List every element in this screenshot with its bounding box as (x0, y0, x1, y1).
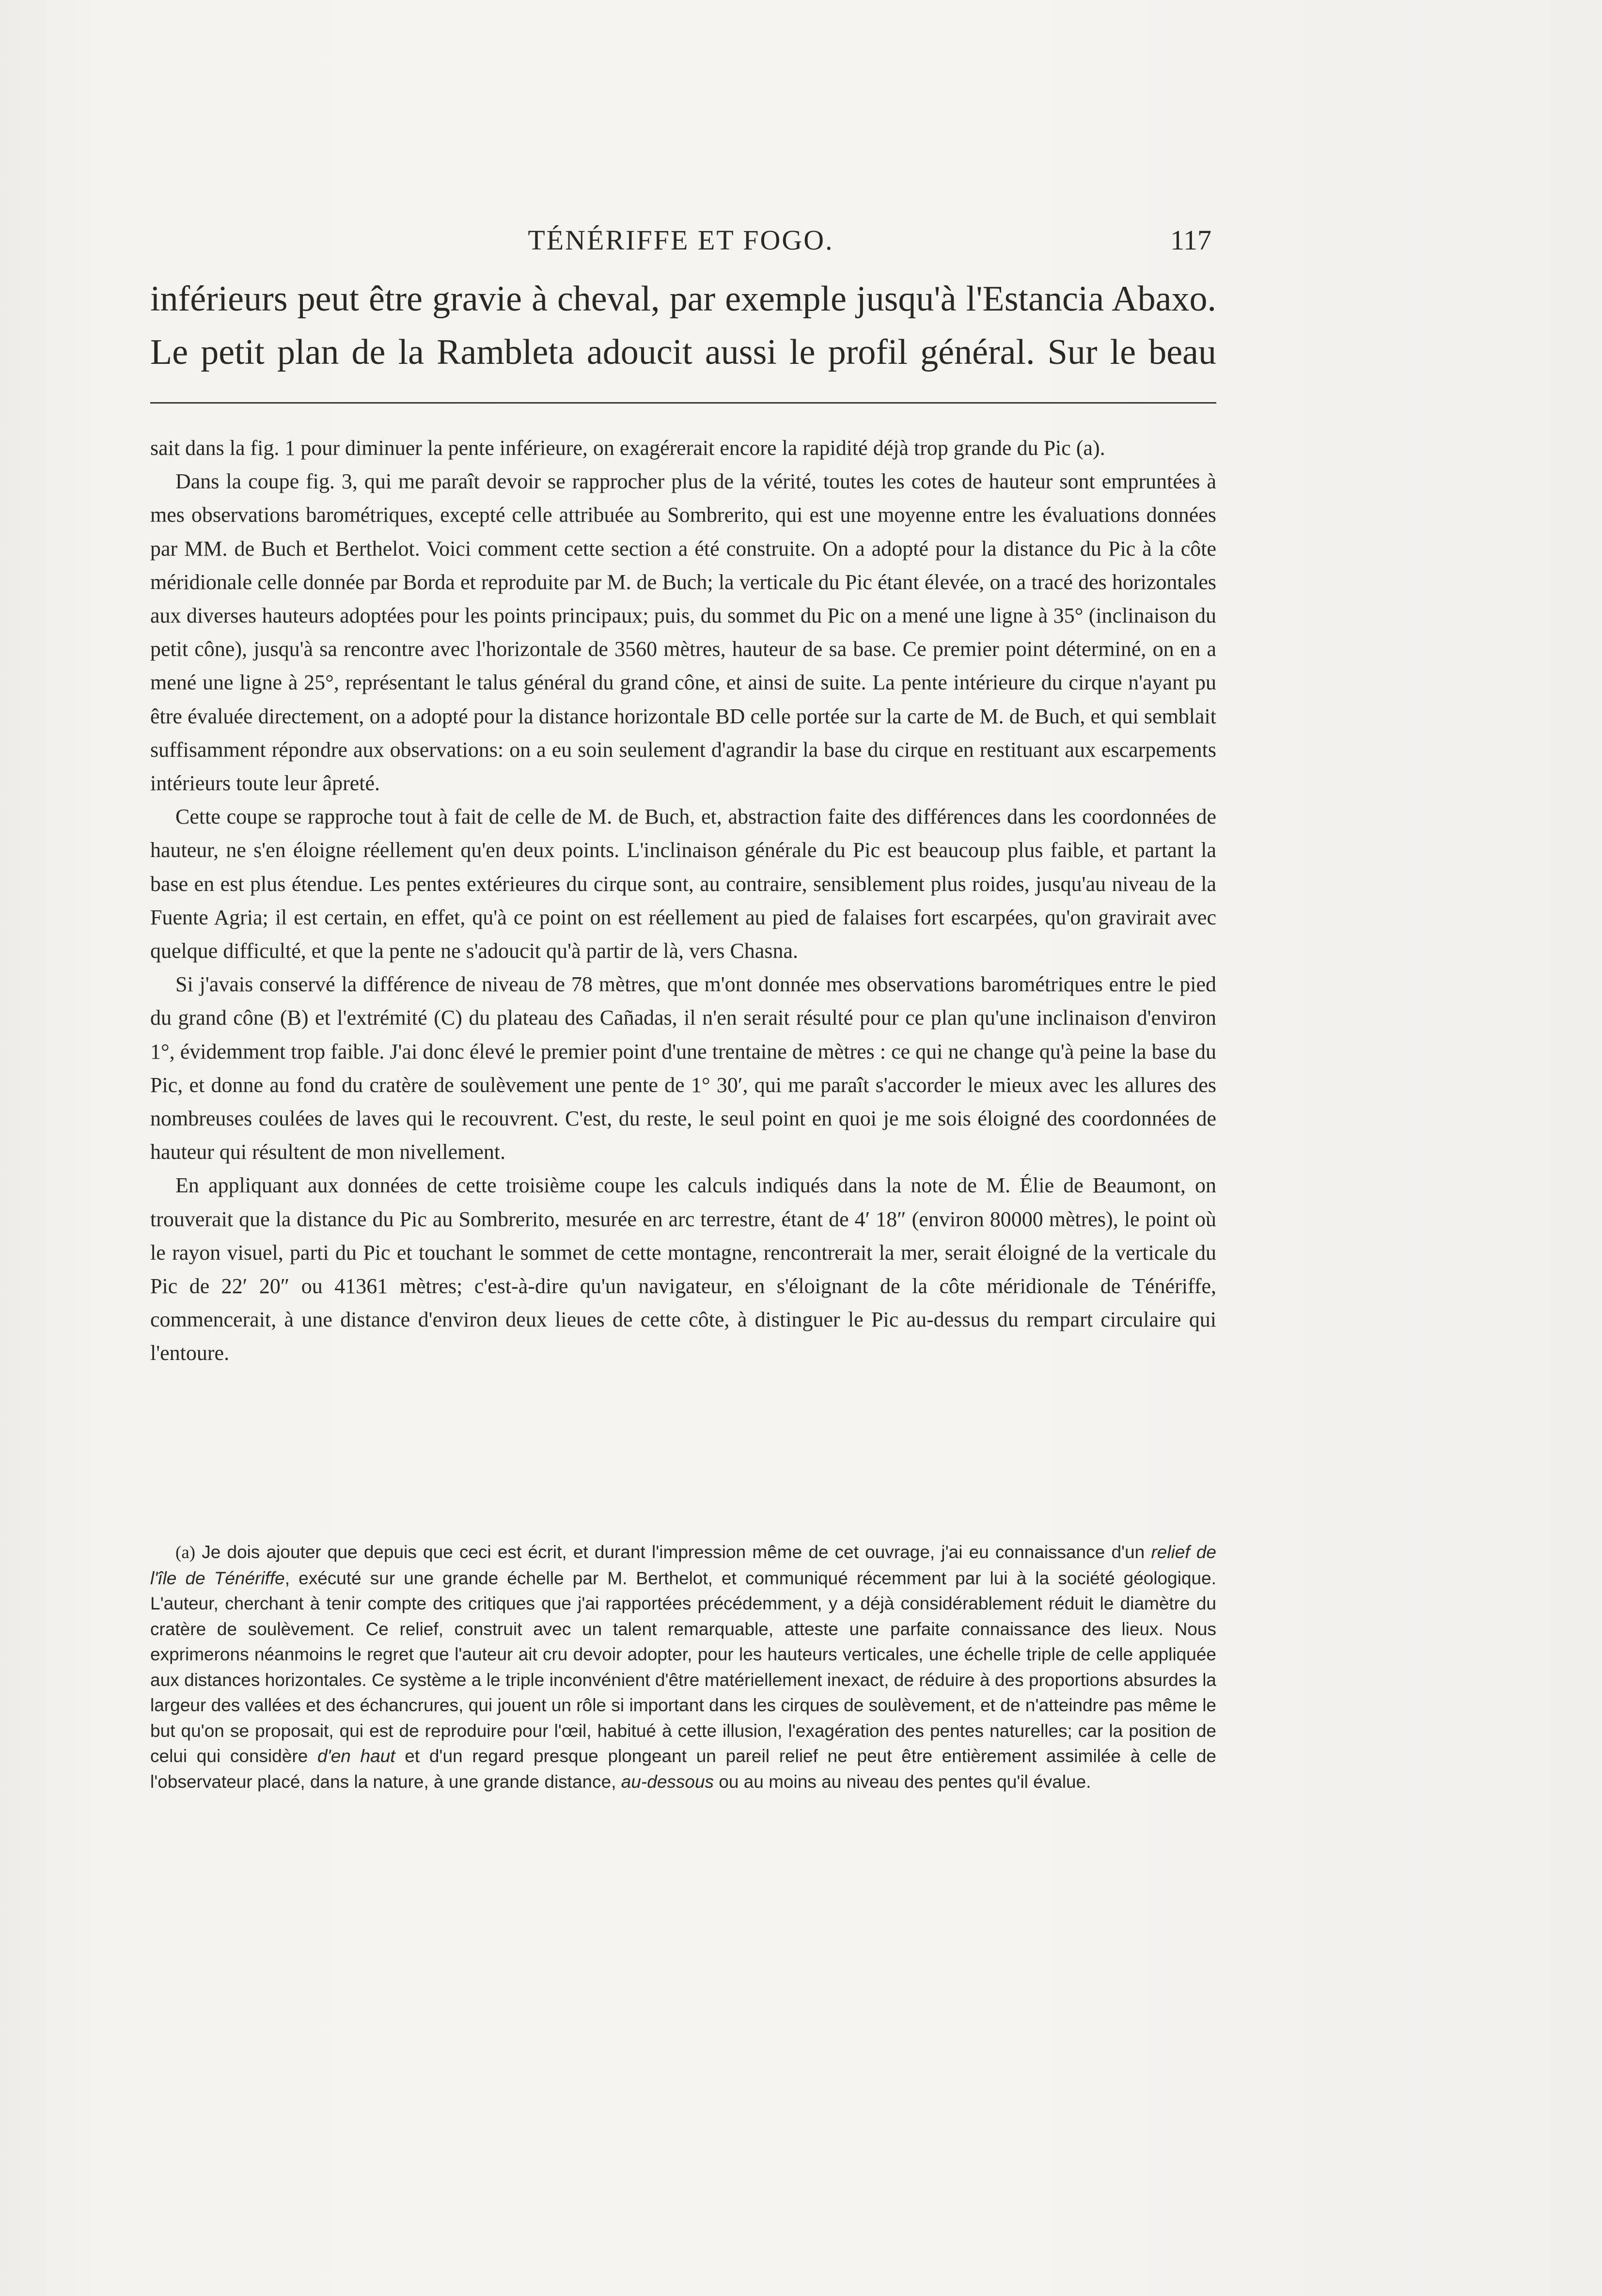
paragraph-4: Si j'avais conservé la différence de niveau de 78 mètres, que m'ont donnée mes observations barométriques entre le pied du grand cône (B) et l'extrémité (C) du plateau des Cañadas, il n'en serait résulté pour ce plan qu'une inclinaison d'environ 1°, évidemment trop faible. J'ai donc élevé le premier point d'une trentaine de mètres : ce qui ne change qu'à peine la base du Pic, et donne au fond du cratère de soulèvement une pente de 1° 30′, qui me paraît s'accorder le mieux avec les allures des nombreuses coulées de laves qui le recouvrent. C'est, du reste, le seul point en quoi je me sois éloigné des coordonnées de hauteur qui résultent de mon nivellement. (150, 972, 1216, 1164)
body-text (150, 431, 1216, 1370)
section-divider (150, 402, 1216, 404)
footnote-italic-2: d'en haut (317, 1746, 395, 1766)
footnote-mark: (a) (175, 1543, 196, 1562)
footnote-text-3: et d'un regard presque plongeant un pareil relief ne peut être entièrement assimilée à celle de l'observateur placé, dans la nature, à une grande distance, (150, 1746, 1217, 1792)
paragraph-2: Dans la coupe fig. 3, qui me paraît devoir se rapprocher plus de la vérité, toutes les cotes de hauteur sont empruntées à mes observations barométriques, excepté celle attribuée au Sombrerito, qui est une moyenne entre les évaluations données par MM. de Buch et Berthelot. Voici comment cette section a été construite. On a adopté pour la distance du Pic à la côte méridionale celle donnée par Borda et reproduite par M. de Buch; la verticale du Pic étant élevée, on a tracé des horizontales aux diverses hauteurs adoptées pour les points principaux; puis, du sommet du Pic on a mené une ligne à 35° (inclinaison du petit cône), jusqu'à sa rencontre avec l'horizontale de 3560 mètres, hauteur de sa base. Ce premier point déterminé, on en a mené une ligne à 25°, représentant le talus général du grand cône, et ainsi de suite. La pente intérieure du cirque n'ayant pu être évaluée directement, on a adopté pour la distance horizontale BD celle portée sur la carte de M. de Buch, et qui semblait suffisamment répondre aux observations: on a eu soin seulement d'agrandir la base du cirque en restituant aux escarpements intérieurs toute leur âpreté. (150, 469, 1216, 796)
footnote (150, 1540, 1216, 1795)
lead-text (150, 272, 1216, 379)
footnote-text-4: ou au moins au niveau des pentes qu'il évalue. (714, 1771, 1091, 1792)
footnote-paragraph (150, 1540, 1216, 1795)
paragraph-1 (150, 431, 1216, 465)
lead-line-1: inférieurs peut être gravie à cheval, par exemple jusqu'à l'Estancia Abaxo. (150, 279, 1216, 319)
footnote-italic-1: relief de l'île de Ténériffe (150, 1542, 1216, 1588)
footnote-italic-3: au-dessous (621, 1771, 714, 1792)
paragraph-3: Cette coupe se rapproche tout à fait de celle de M. de Buch, et, abstraction faite des différences dans les coordonnées de hauteur, ne s'en éloigne réellement qu'en deux points. L'inclinaison générale du Pic est beaucoup plus faible, et partant la base en est plus étendue. Les pentes extérieures du cirque sont, au contraire, sensiblement plus roides, jusqu'au niveau de la Fuente Agria; il est certain, en effet, qu'à ce point on est réellement au pied de falaises fort escarpées, qu'on gravirait avec quelque difficulté, et que la pente ne s'adoucit qu'à partir de là, vers Chasna. (150, 805, 1216, 963)
paragraph-1-text: sait dans la fig. 1 pour diminuer la pente inférieure, on exagérerait encore la rapidité déjà trop grande du Pic (150, 436, 1071, 460)
paragraph-5: En appliquant aux données de cette troisième coupe les calculs indiqués dans la note de M. Élie de Beaumont, on trouverait que la distance du Pic au Sombrerito, mesurée en arc terrestre, étant de 4′ 18″ (environ 80000 mètres), le point où le rayon visuel, parti du Pic et touchant le sommet de cette montagne, rencontrerait la mer, serait éloigné de la verticale du Pic de 22′ 20″ ou 41361 mètres; c'est-à-dire qu'un navigateur, en s'éloignant de la côte méridionale de Ténériffe, commencerait, à une distance d'environ deux lieues de cette côte, à distinguer le Pic au-dessus du rempart circulaire qui l'entoure. (150, 1173, 1216, 1365)
page-number: 117 (1170, 224, 1211, 256)
footnote-text-1: Je dois ajouter que depuis que ceci est écrit, et durant l'impression même de cet ouvrage, j'ai eu connaissance d'un (195, 1542, 1151, 1562)
footnote-text-2: , exécuté sur une grande échelle par M. Berthelot, et communiqué récemment par lui à la société géologique. L'auteur, cherchant à tenir compte des critiques que j'ai rapportées précédemment, y a déjà considérablement réduit le diamètre du cratère de soulèvement. Ce relief, construit avec un talent remarquable, atteste une parfaite connaissance des lieux. Nous exprimerons néanmoins le regret que l'auteur ait cru devoir adopter, pour les hauteurs verticales, une échelle triple de celle appliquée aux distances horizontales. Ce système a le triple inconvénient d'être matériellement inexact, de réduire à des proportions absurdes la largeur des vallées et des échancrures, qui jouent un rôle si important dans les cirques de soulèvement, et de n'atteindre pas même le but qu'on se proposait, qui est de reproduire pour l'œil, habitué à cette illusion, l'exagération des pentes naturelles; car la position de celui qui considère (150, 1568, 1216, 1766)
page-header (150, 224, 1211, 263)
running-title: TÉNÉRIFFE ET FOGO. (528, 224, 834, 256)
footnote-reference: (a). (1076, 436, 1105, 460)
lead-line-2: Le petit plan de la Rambleta adoucit aussi le profil général. Sur le beau (150, 332, 1216, 372)
